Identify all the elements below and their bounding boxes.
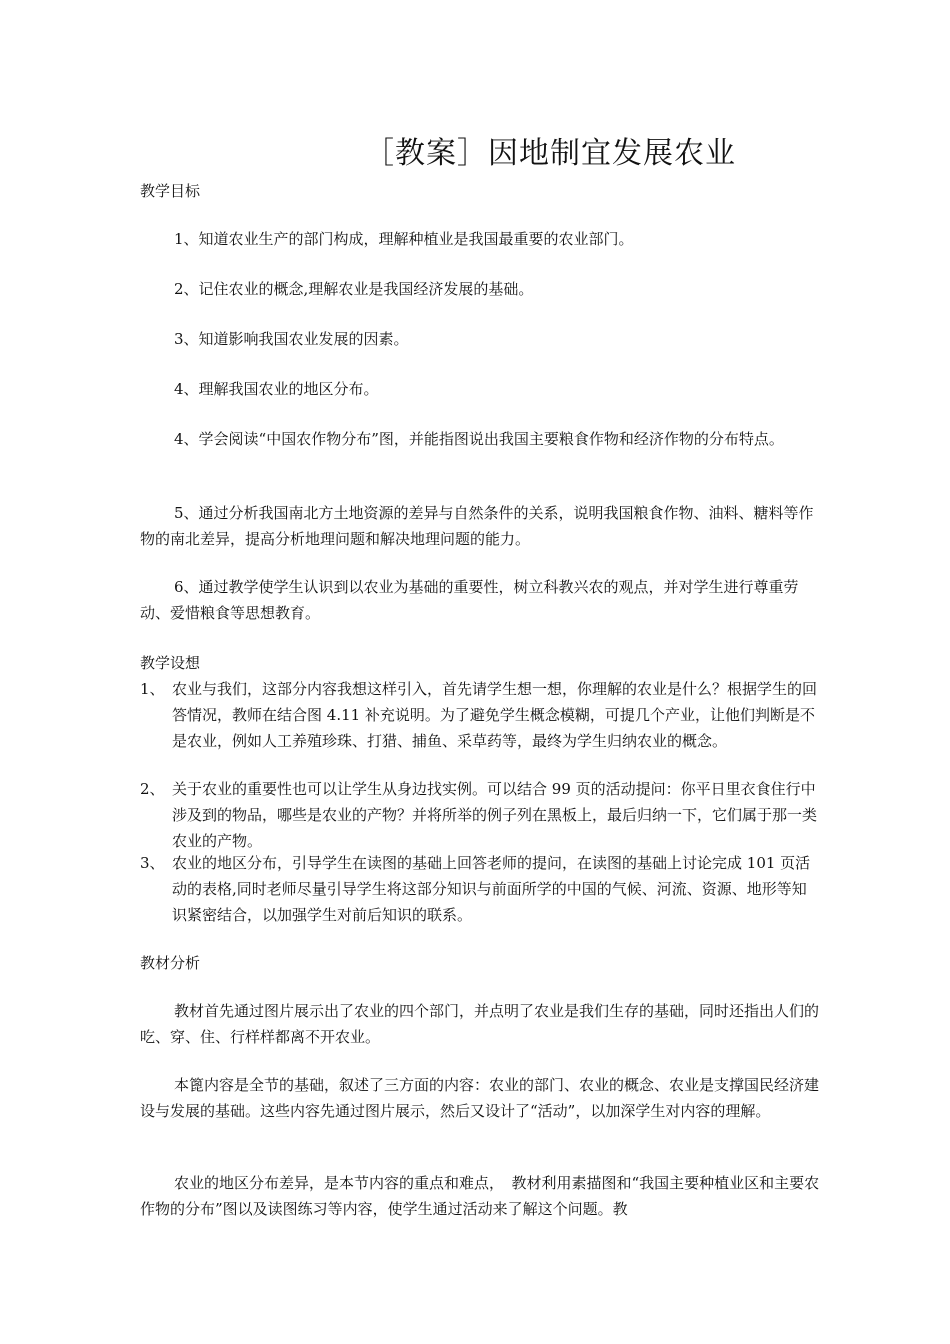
objective-item: 4、学会阅读“中国农作物分布”图，并能指图说出我国主要粮食作物和经济作物的分布特点。 xyxy=(174,430,784,448)
design-item-text: 农业与我们，这部分内容我想这样引入，首先请学生想一想，你理解的农业是什么？根据学生的回答情况，教师在结合图 4.11 补充说明。为了避免学生概念模糊，可提几个产业，让他们判断是不是农业，例如人工养殖珍珠、打猎、捕鱼、采草药等，最终为学生归纳农业的概念。 xyxy=(172,680,818,750)
design-heading: 教学设想 xyxy=(140,654,201,672)
analysis-heading: 教材分析 xyxy=(140,954,201,972)
design-item-number: 2、 xyxy=(140,780,165,798)
design-item-number: 3、 xyxy=(140,854,165,872)
design-item-text: 关于农业的重要性也可以让学生从身边找实例。可以结合 99 页的活动提问：你平日里衣食住行中涉及到的物品，哪些是农业的产物？并将所举的例子列在黑板上，最后归纳一下，它们属于那一类农业的产物。 xyxy=(172,780,818,850)
document-title: ［教案］因地制宜发展农业 xyxy=(364,136,736,171)
objective-item: 3、知道影响我国农业发展的因素。 xyxy=(174,330,409,348)
objective-item: 6、通过教学使学生认识到以农业为基础的重要性，树立科教兴农的观点，并对学生进行尊重劳动、爱惜粮食等思想教育。 xyxy=(140,578,799,622)
objective-item: 4、理解我国农业的地区分布。 xyxy=(174,380,379,398)
analysis-paragraph: 教材首先通过图片展示出了农业的四个部门，并点明了农业是我们生存的基础，同时还指出人们的吃、穿、住、行样样都离不开农业。 xyxy=(140,1002,820,1046)
objective-item: 2、记住农业的概念,理解农业是我国经济发展的基础。 xyxy=(174,280,534,298)
analysis-paragraph: 农业的地区分布差异，是本节内容的重点和难点， 教材利用素描图和“我国主要种植业区和主要农作物的分布”图以及读图练习等内容，使学生通过活动来了解这个问题。教 xyxy=(140,1174,820,1218)
design-item-text: 农业的地区分布，引导学生在读图的基础上回答老师的提问，在读图的基础上讨论完成 101 页活动的表格,同时老师尽量引导学生将这部分知识与前面所学的中国的气候、河流、资源、地形等知识紧密结合，以加强学生对前后知识的联系。 xyxy=(172,854,811,924)
design-item-number: 1、 xyxy=(140,680,165,698)
objectives-heading: 教学目标 xyxy=(140,182,201,200)
objective-item: 5、通过分析我国南北方土地资源的差异与自然条件的关系，说明我国粮食作物、油料、糖料等作物的南北差异，提高分析地理问题和解决地理问题的能力。 xyxy=(140,504,814,548)
objective-item: 1、知道农业生产的部门构成，理解种植业是我国最重要的农业部门。 xyxy=(174,230,634,248)
analysis-paragraph: 本篦内容是全节的基础，叙述了三方面的内容：农业的部门、农业的概念、农业是支撑国民经济建设与发展的基础。这些内容先通过图片展示，然后又设计了“活动”，以加深学生对内容的理解。 xyxy=(140,1076,820,1120)
